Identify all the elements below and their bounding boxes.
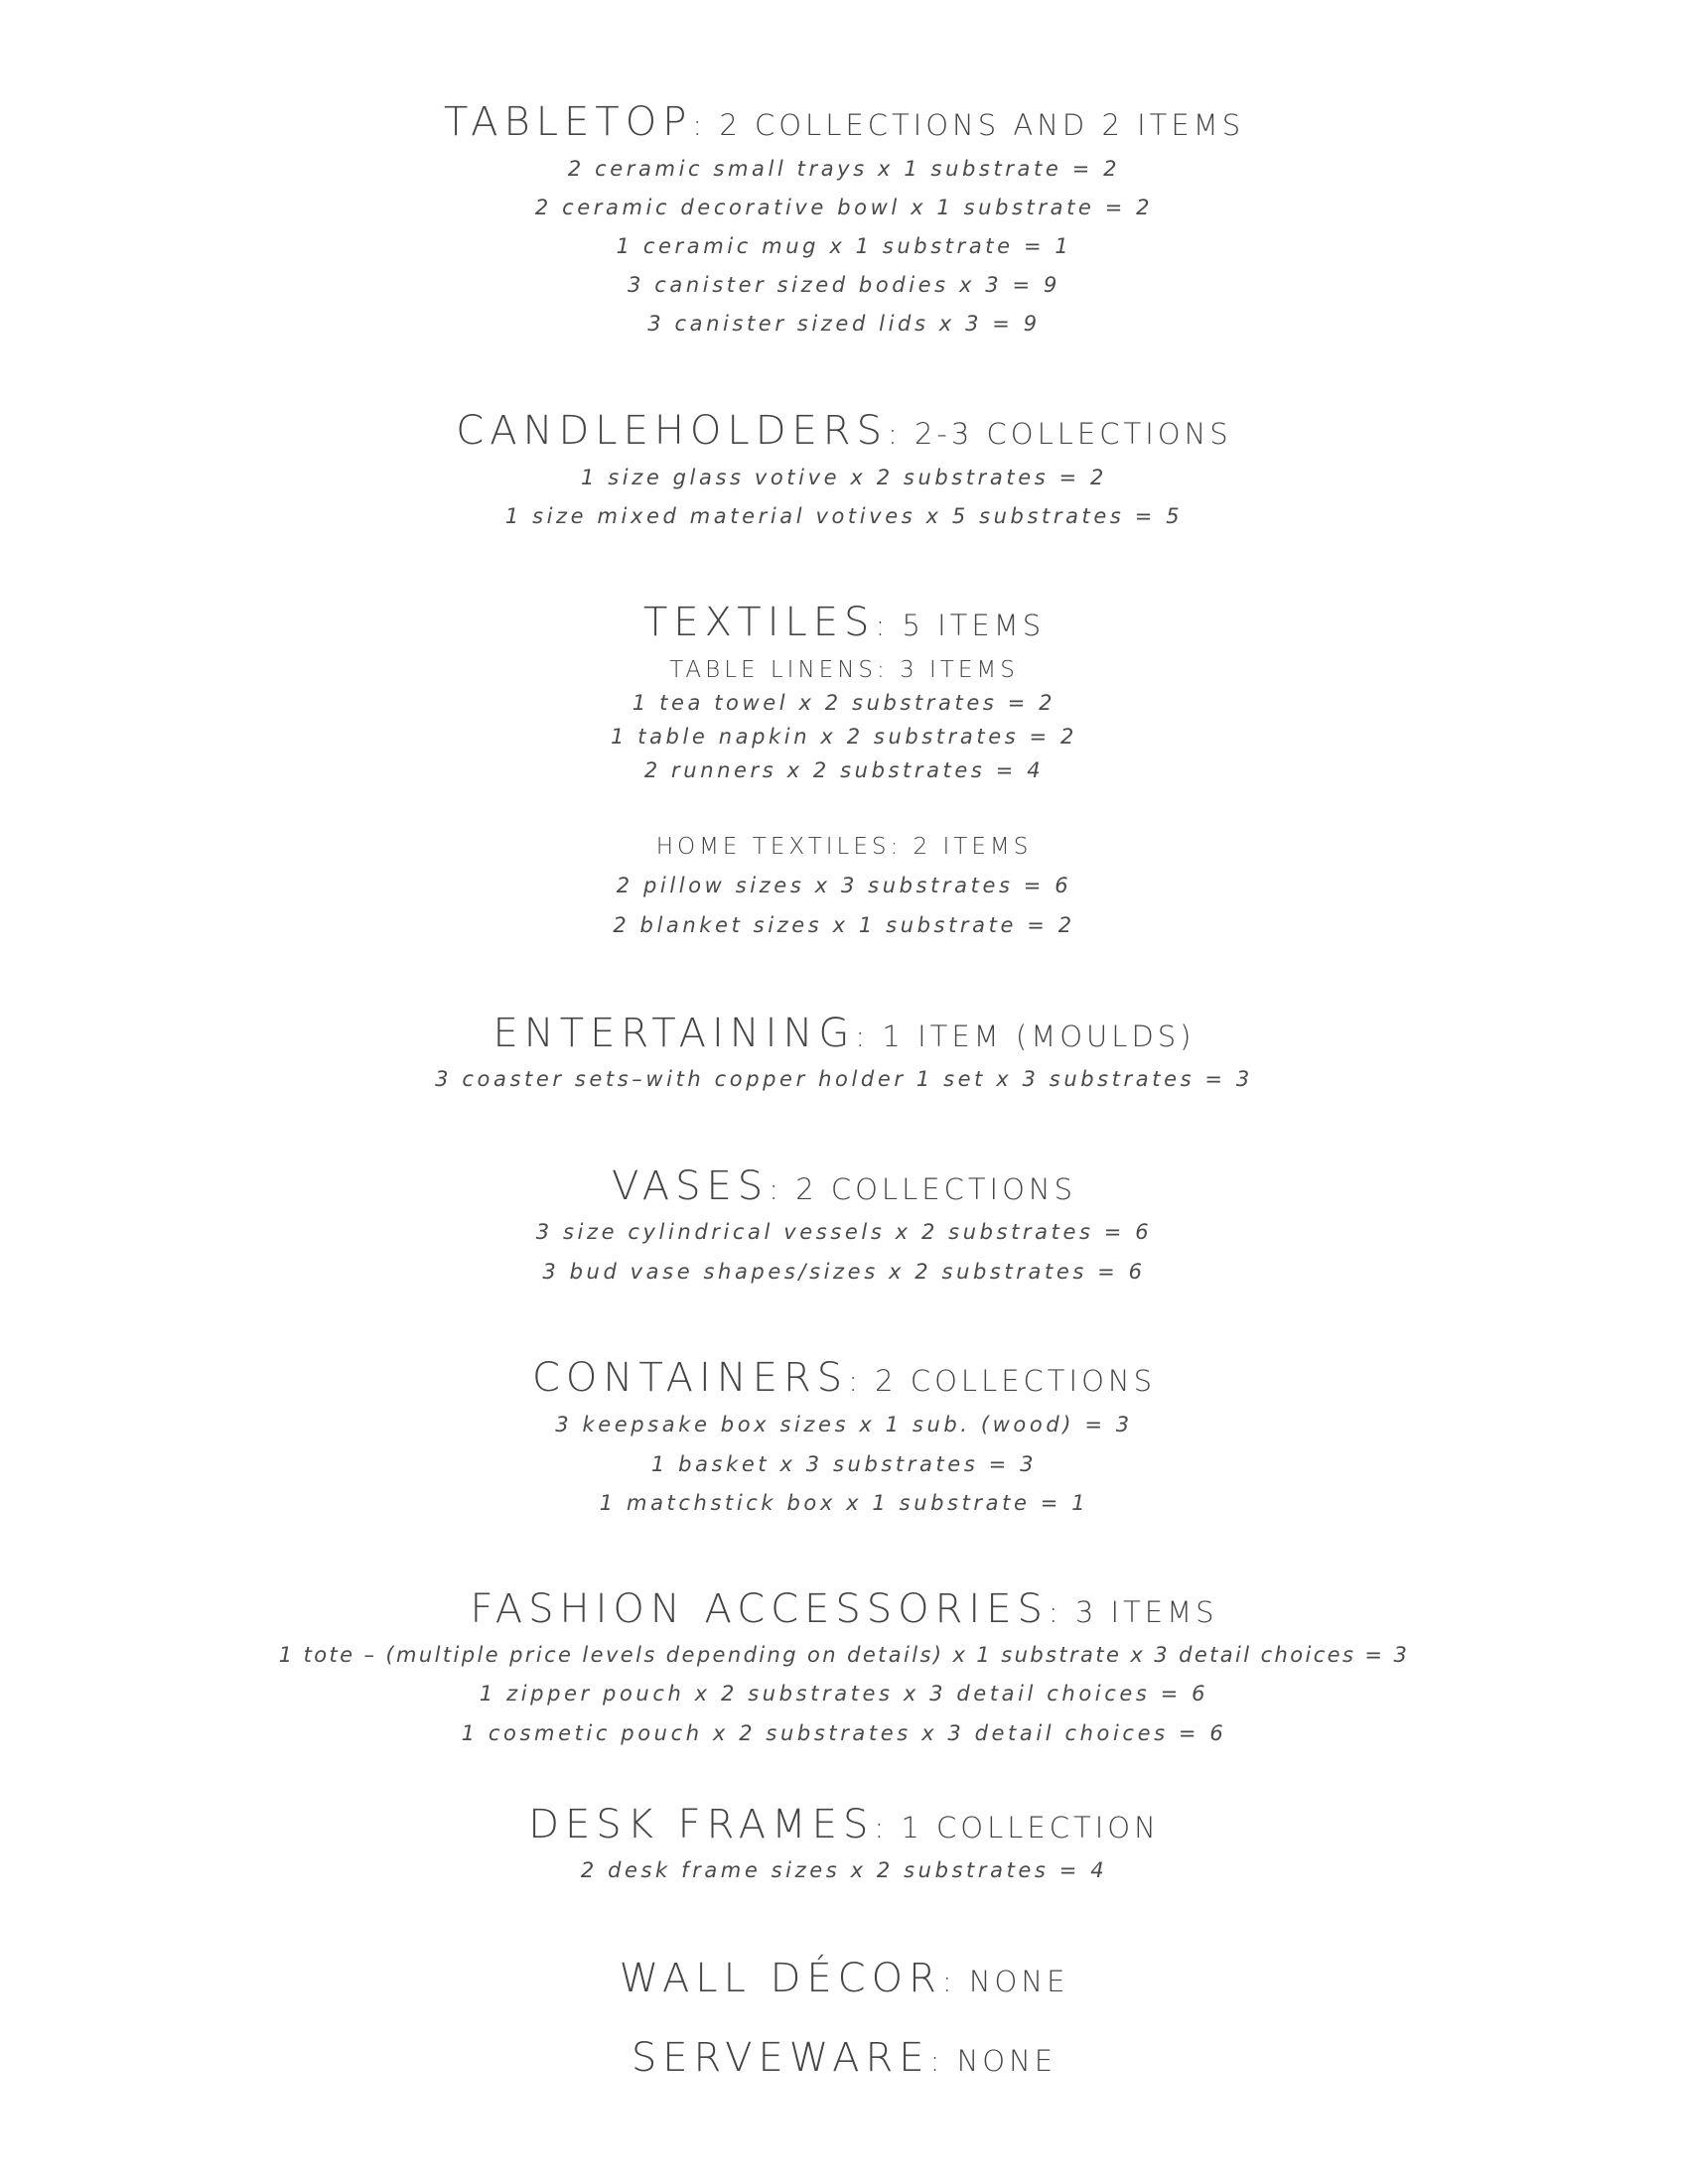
section-heading (0, 600, 1688, 645)
section-desk-frames (0, 1802, 1688, 1847)
section-title: VASES (611, 1163, 770, 1209)
list-item-text: 2 blanket sizes x 1 substrate = 2 (613, 913, 1075, 937)
section-serveware (0, 2035, 1688, 2081)
list-item (0, 468, 1688, 488)
list-item-text: 1 size glass votive x 2 substrates = 2 (581, 466, 1107, 489)
subsection-table-linens (0, 659, 1688, 682)
list-item (0, 275, 1688, 296)
list-item-text: 3 keepsake box sizes x 1 sub. (wood) = 3 (555, 1413, 1133, 1436)
section-title: TEXTILES (642, 600, 876, 645)
list-item-text: 1 ceramic mug x 1 substrate = 1 (616, 234, 1072, 258)
section-title: WALL DÉCOR (619, 1956, 942, 2001)
section-detail: : 2 COLLECTIONS AND 2 ITEMS (692, 108, 1245, 142)
section-detail: : 3 ITEMS (1048, 1595, 1218, 1629)
section-title: SERVEWARE (631, 2035, 930, 2081)
section-heading (0, 1355, 1688, 1401)
section-tabletop (0, 99, 1688, 145)
list-item (0, 1645, 1688, 1666)
list-item-text: 1 table napkin x 2 substrates = 2 (611, 725, 1077, 749)
list-item (0, 727, 1688, 748)
list-item-text: 2 runners x 2 substrates = 4 (643, 758, 1045, 782)
list-item (0, 1454, 1688, 1475)
section-heading (0, 1011, 1688, 1056)
subsection-title: HOME TEXTILES: 2 ITEMS (655, 834, 1033, 860)
list-item-text: 3 coaster sets–with copper holder 1 set x 3 substrates = 3 (435, 1067, 1253, 1091)
list-item (0, 1222, 1688, 1243)
section-vases (0, 1163, 1688, 1209)
list-item-text: 1 tote – (multiple price levels depending on details) x 1 substrate x 3 detail choices = 3 (278, 1643, 1410, 1667)
section-detail: : 2 COLLECTIONS (848, 1364, 1157, 1398)
list-item-text: 2 ceramic decorative bowl x 1 substrate = 2 (534, 196, 1154, 219)
section-fashion-accessories (0, 1586, 1688, 1632)
list-item (0, 1723, 1688, 1744)
list-item-text: 1 matchstick box x 1 substrate = 1 (599, 1491, 1089, 1515)
section-detail: : 1 COLLECTION (874, 1811, 1160, 1844)
section-containers (0, 1355, 1688, 1401)
section-detail: : 2-3 COLLECTIONS (887, 417, 1232, 451)
list-item (0, 693, 1688, 714)
list-item-text: 1 size mixed material votives x 5 substrates = 5 (504, 504, 1184, 528)
list-item (0, 198, 1688, 218)
list-item (0, 314, 1688, 335)
list-item-text: 2 pillow sizes x 3 substrates = 6 (616, 874, 1072, 897)
section-heading (0, 2035, 1688, 2081)
section-detail: : NONE (941, 1965, 1069, 1998)
list-item-text: 1 cosmetic pouch x 2 substrates x 3 detail choices = 6 (461, 1721, 1227, 1745)
list-item (0, 1493, 1688, 1514)
list-item-text: 2 desk frame sizes x 2 substrates = 4 (580, 1858, 1108, 1882)
list-item-text: 3 canister sized bodies x 3 = 9 (628, 273, 1060, 297)
section-detail: : NONE (929, 2044, 1057, 2078)
list-item (0, 1415, 1688, 1435)
section-title: DESK FRAMES (528, 1802, 875, 1847)
list-item-text: 3 canister sized lids x 3 = 9 (647, 312, 1041, 336)
section-title: CANDLEHOLDERS (456, 408, 888, 454)
section-detail: : 5 ITEMS (875, 609, 1046, 642)
list-item (0, 1262, 1688, 1283)
list-item (0, 1069, 1688, 1090)
section-wall-decor (0, 1956, 1688, 2001)
subsection-title: TABLE LINENS: 3 ITEMS (669, 657, 1019, 683)
section-heading (0, 99, 1688, 145)
list-item (0, 236, 1688, 257)
list-item (0, 159, 1688, 180)
section-detail: : 2 COLLECTIONS (769, 1172, 1077, 1206)
list-item-text: 1 zipper pouch x 2 substrates x 3 detail choices = 6 (479, 1682, 1209, 1706)
section-heading (0, 1163, 1688, 1209)
section-heading (0, 1586, 1688, 1632)
list-item-text: 1 tea towel x 2 substrates = 2 (632, 691, 1056, 715)
list-item (0, 1860, 1688, 1881)
section-heading (0, 408, 1688, 454)
list-item (0, 1684, 1688, 1705)
list-item (0, 760, 1688, 781)
section-heading (0, 1802, 1688, 1847)
section-detail: : 1 ITEM (MOULDS) (855, 1020, 1196, 1053)
list-item (0, 876, 1688, 896)
subsection-home-textiles (0, 836, 1688, 859)
list-item (0, 506, 1688, 527)
list-item-text: 1 basket x 3 substrates = 3 (650, 1452, 1038, 1476)
section-heading (0, 1956, 1688, 2001)
section-title: FASHION ACCESSORIES (470, 1586, 1049, 1632)
section-title: ENTERTAINING (492, 1011, 856, 1056)
section-candleholders (0, 408, 1688, 454)
list-item-text: 2 ceramic small trays x 1 substrate = 2 (567, 157, 1121, 181)
list-item-text: 3 bud vase shapes/sizes x 2 substrates = 6 (542, 1260, 1146, 1284)
list-item (0, 915, 1688, 936)
section-entertaining (0, 1011, 1688, 1056)
section-title: CONTAINERS (531, 1355, 849, 1401)
section-title: TABLETOP (443, 99, 693, 145)
list-item-text: 3 size cylindrical vessels x 2 substrates = 6 (535, 1220, 1153, 1244)
section-textiles (0, 600, 1688, 645)
